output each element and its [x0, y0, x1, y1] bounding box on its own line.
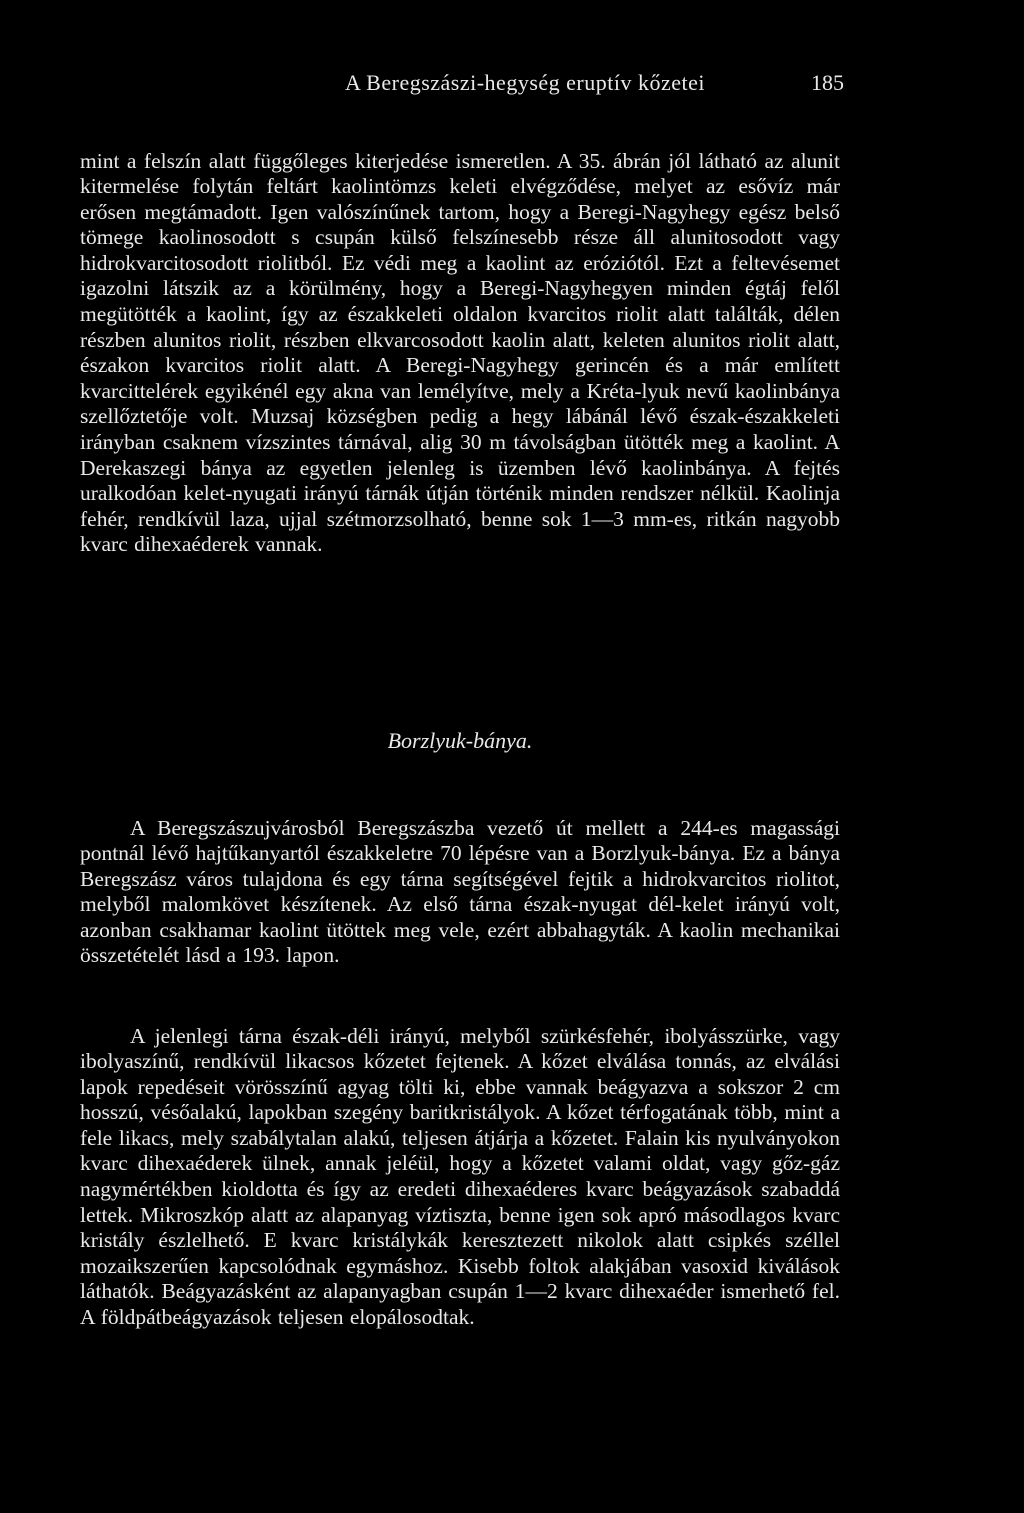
body-paragraph-2: A Beregszászujvárosból Beregszászba vezető út mellett a 244-es magassági pontnál lévő hajtűkanyartól északkeletre 70 lépésre van a Borzlyuk-bánya. Ez a bánya Beregszász város tulajdona és egy tárna segítségével fejtik a hidrokvarcitos riolitot, melyből malomkövet készítenek. Az első tárna észak-nyugat dél-kelet irányú volt, azonban csakhamar kaolint ütöttek meg vele, ezért abbahagyták. A kaolin mechanikai összetételét lásd a 193. lapon. — [80, 815, 840, 968]
body-paragraph-1: mint a felszín alatt függőleges kiterjedése ismeretlen. A 35. ábrán jól látható az alunit kitermelése folytán feltárt kaolintömzs keleti elvégződése, melyet az esővíz már erősen megtámadott. Igen valószínűnek tartom, hogy a Beregi-Nagyhegy egész belső tömege kaolinosodott s csupán külső felszínesebb része áll alunitosodott vagy hidrokvarcitosodott riolitból. Ez védi meg a kaolint az eróziótól. Ezt a feltevésemet igazolni látszik az a körülmény, hogy a Beregi-Nagyhegyen minden égtáj felől megütötték a kaolint, így az északkeleti oldalon kvarcitos riolit alatt találták, délen részben alunitos riolit, részben elkvarcosodott kaolin alatt, keleten alunitos riolit alatt, északon kvarcitos riolit alatt. A Beregi-Nagyhegy gerincén és a már említett kvarcittelérek egyikénél egy akna van lemélyítve, mely a Kréta-lyuk nevű kaolinbánya szellőztetője volt. Muzsaj községben pedig a hegy lábánál lévő észak-északkeleti irányban csaknem vízszintes tárnával, alig 30 m távolságban ütötték meg a kaolint. A Derekaszegi bánya az egyetlen jelenleg is üzemben lévő kaolinbánya. A fejtés uralkodóan kelet-nyugati irányú tárnák útján történik minden rendszer nélkül. Kaolinja fehér, rendkívül laza, ujjal szétmorzsolható, benne sok 1—3 mm-es, ritkán nagyobb kvarc dihexaéderek vannak. — [80, 148, 840, 557]
section-heading: Borzlyuk-bánya. — [387, 728, 533, 753]
body-paragraph-3: A jelenlegi tárna észak-déli irányú, melyből szürkésfehér, ibolyásszürke, vagy ibolyaszínű, rendkívül likacsos kőzetet fejtenek. A kőzet elválása tonnás, az elválási lapok repedéseit vörösszínű agyag tölti ki, ebbe vannak beágyazva a sokszor 2 cm hosszú, vésőalakú, lapokban szegény baritkristályok. A kőzet térfogatának több, mint a fele likacs, mely szabálytalan alakú, teljesen átjárja a kőzetet. Falain kis nyulványokon kvarc dihexaéderek ülnek, annak jeléül, hogy a kőzetet valami oldat, vagy gőz-gáz nagymértékben kioldotta és így az eredeti dihexaéderes kvarc beágyazások szabaddá lettek. Mikroszkóp alatt az alapanyag víztiszta, benne igen sok apró másodlagos kvarc kristály észlelhető. E kvarc kristálykák keresztezett nikolok alatt csipkés széllel mozaikszerűen kapcsolódnak egymáshoz. Kisebb foltok alakjában vasoxid kiválások láthatók. Beágyazásként az alapanyagban csupán 1—2 kvarc dihexaéder ismerhető fel. A földpátbeágyazások teljesen elopálosodtak. — [80, 1023, 840, 1330]
running-title: A Beregszászi-hegység eruptív kőzetei — [345, 70, 705, 95]
page-number: 185 — [811, 70, 844, 95]
